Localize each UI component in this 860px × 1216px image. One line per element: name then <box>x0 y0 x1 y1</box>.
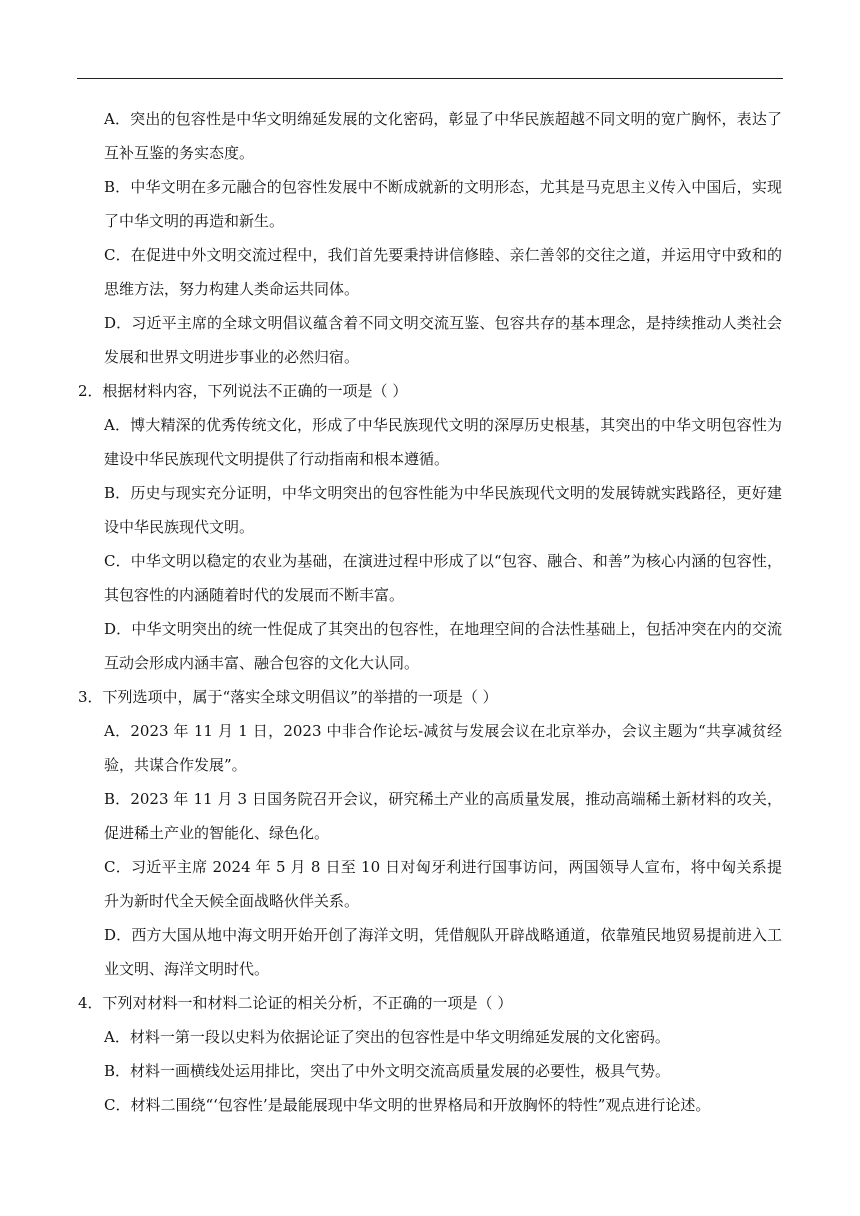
page-content <box>78 102 783 1122</box>
option-4a: A．材料一第一段以史料为依据论证了突出的包容性是中华文明绵延发展的文化密码。 <box>104 1028 670 1046</box>
option-1d: D．习近平主席的全球文明倡议蕴含着不同文明交流互鉴、包容共存的基本理念，是持续推动人类社会发展和世界文明进步事业的必然归宿。 <box>104 314 782 366</box>
option-1a: A．突出的包容性是中华文明绵延发展的文化密码，彰显了中华民族超越不同文明的宽广胸怀，表达了互补互鉴的务实态度。 <box>104 110 782 162</box>
question-1-options <box>104 102 782 374</box>
option-3b: B．2023 年 11 月 3 日国务院召开会议，研究稀土产业的高质量发展，推动高端稀土新材料的攻关，促进稀土产业的智能化、绿色化。 <box>104 790 782 842</box>
option-3c: C．习近平主席 2024 年 5 月 8 日至 10 日对匈牙利进行国事访问，两国领导人宣布，将中匈关系提升为新时代全天候全面战略伙伴关系。 <box>104 858 782 910</box>
option-2d: D．中华文明突出的统一性促成了其突出的包容性，在地理空间的合法性基础上，包括冲突在内的交流互动会形成内涵丰富、融合包容的文化大认同。 <box>104 620 782 672</box>
option-1c: C．在促进中外文明交流过程中，我们首先要秉持讲信修睦、亲仁善邻的交往之道，并运用守中致和的思维方法，努力构建人类命运共同体。 <box>104 246 782 298</box>
option-2b: B．历史与现实充分证明，中华文明突出的包容性能为中华民族现代文明的发展铸就实践路径，更好建设中华民族现代文明。 <box>104 484 782 536</box>
option-4c: C．材料二围绕“‘包容性’是最能展现中华文明的世界格局和开放胸怀的特性”观点进行论述。 <box>104 1096 711 1114</box>
option-2a: A．博大精深的优秀传统文化，形成了中华民族现代文明的深厚历史根基，其突出的中华文明包容性为建设中华民族现代文明提供了行动指南和根本遵循。 <box>104 416 782 468</box>
question-4 <box>78 986 782 1122</box>
question-4-stem: 4．下列对材料一和材料二论证的相关分析，不正确的一项是（ ） <box>78 994 513 1012</box>
question-3 <box>78 680 782 986</box>
option-2c: C．中华文明以稳定的农业为基础，在演进过程中形成了以“包容、融合、和善”为核心内涵的包容性，其包容性的内涵随着时代的发展而不断丰富。 <box>104 552 783 604</box>
option-1b: B．中华文明在多元融合的包容性发展中不断成就新的文明形态，尤其是马克思主义传入中国后，实现了中华文明的再造和新生。 <box>104 178 782 230</box>
option-3a: A．2023 年 11 月 1 日，2023 中非合作论坛-减贫与发展会议在北京举办，会议主题为“共享减贫经验，共谋合作发展”。 <box>104 722 782 774</box>
question-2 <box>78 374 783 680</box>
question-3-stem: 3．下列选项中，属于“落实全球文明倡议”的举措的一项是（ ） <box>78 688 498 706</box>
question-2-stem: 2．根据材料内容，下列说法不正确的一项是（ ） <box>78 382 408 400</box>
header-rule <box>77 78 783 79</box>
option-4b: B．材料一画横线处运用排比，突出了中外文明交流高质量发展的必要性，极具气势。 <box>104 1062 671 1080</box>
option-3d: D．西方大国从地中海文明开始开创了海洋文明，凭借舰队开辟战略通道，依靠殖民地贸易提前进入工业文明、海洋文明时代。 <box>104 926 782 978</box>
